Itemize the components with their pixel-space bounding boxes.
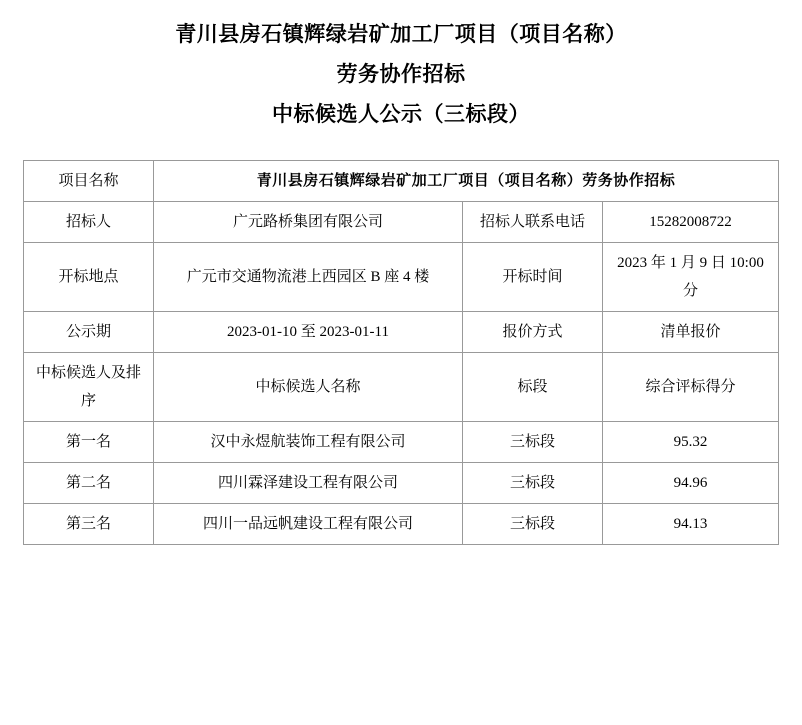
table-row — [24, 422, 779, 463]
candidate-rank: 第二名 — [24, 463, 154, 504]
project-name-value: 青川县房石镇辉绿岩矿加工厂项目（项目名称）劳务协作招标 — [154, 161, 779, 202]
table-row — [24, 463, 779, 504]
candidate-score: 94.13 — [603, 504, 779, 545]
candidate-name: 四川霖泽建设工程有限公司 — [154, 463, 463, 504]
tenderer-phone-value: 15282008722 — [603, 202, 779, 243]
title-line-2: 劳务协作招标 — [336, 62, 466, 86]
bid-open-time-label: 开标时间 — [463, 243, 603, 312]
candidate-section: 三标段 — [463, 463, 603, 504]
candidate-section: 三标段 — [463, 422, 603, 463]
candidate-name: 四川一品远帆建设工程有限公司 — [154, 504, 463, 545]
publicity-period-value: 2023-01-10 至 2023-01-11 — [154, 312, 463, 353]
candidates-label: 中标候选人及排序 — [24, 353, 154, 422]
table-row-tenderer — [24, 202, 779, 243]
document-title — [0, 0, 802, 134]
table-row-candidates-header — [24, 353, 779, 422]
tenderer-phone-label: 招标人联系电话 — [463, 202, 603, 243]
quote-mode-value: 清单报价 — [603, 312, 779, 353]
title-line-1: 青川县房石镇辉绿岩矿加工厂项目（项目名称） — [175, 22, 627, 46]
candidate-name: 汉中永煜航装饰工程有限公司 — [154, 422, 463, 463]
quote-mode-label: 报价方式 — [463, 312, 603, 353]
bid-open-place-value: 广元市交通物流港上西园区 B 座 4 楼 — [154, 243, 463, 312]
candidates-header-section: 标段 — [463, 353, 603, 422]
candidate-score: 94.96 — [603, 463, 779, 504]
table-row-publicity — [24, 312, 779, 353]
bid-open-place-label: 开标地点 — [24, 243, 154, 312]
publicity-period-label: 公示期 — [24, 312, 154, 353]
table-row — [24, 504, 779, 545]
announcement-table — [23, 160, 779, 545]
project-name-label: 项目名称 — [24, 161, 154, 202]
announcement-table-wrap — [23, 160, 779, 545]
title-line-3: 中标候选人公示（三标段） — [272, 102, 530, 126]
candidate-rank: 第三名 — [24, 504, 154, 545]
candidates-header-score: 综合评标得分 — [603, 353, 779, 422]
bid-open-time-value: 2023 年 1 月 9 日 10:00 分 — [603, 243, 779, 312]
candidate-score: 95.32 — [603, 422, 779, 463]
candidates-header-name: 中标候选人名称 — [154, 353, 463, 422]
tenderer-value: 广元路桥集团有限公司 — [154, 202, 463, 243]
table-row-bid-open — [24, 243, 779, 312]
candidate-rank: 第一名 — [24, 422, 154, 463]
table-row-project-name — [24, 161, 779, 202]
candidate-section: 三标段 — [463, 504, 603, 545]
tenderer-label: 招标人 — [24, 202, 154, 243]
